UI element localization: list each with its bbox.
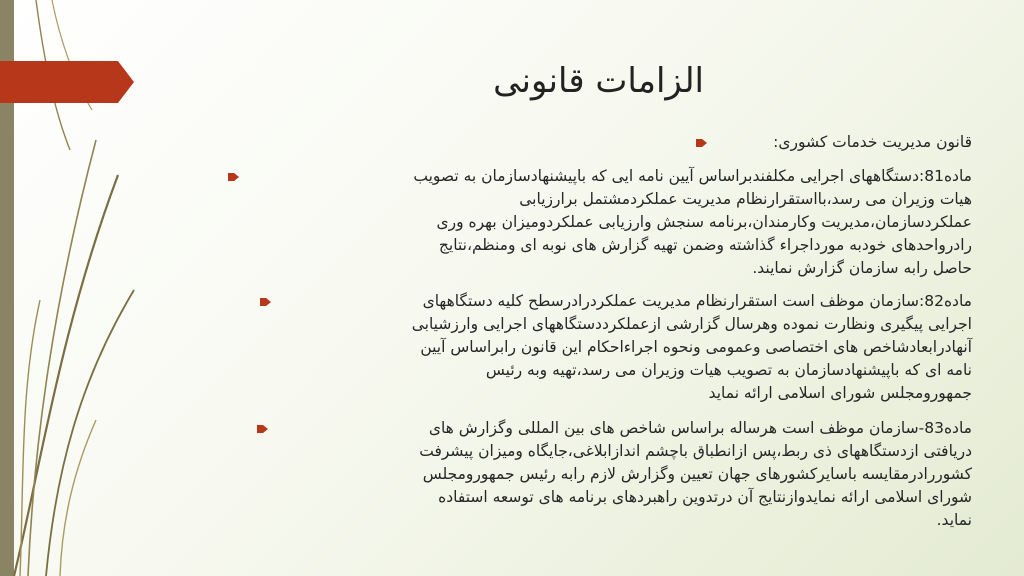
slide-title: الزامات قانونی [493, 61, 704, 101]
bullet-line: حاصل رابه سازمان گزارش نمایند. [752, 259, 972, 277]
bullet-line: ماده81:دستگاههای اجرایی مکلفندبراساس آیین نامه ایی که باپیشنهادسازمان به تصویب [413, 167, 972, 185]
bullet-item [272, 417, 972, 532]
bullet-item [712, 131, 972, 154]
bullet-line: کشوررادرمقایسه باسایرکشورهای جهان تعیین وگزارش لازم رابه رئیس جمهورومجلس [422, 465, 972, 483]
bullet-line: آنهادرابعادشاخص های اختصاصی وعمومی ونحوه اجراءاحکام این قانون رابراساس آیین [420, 338, 972, 356]
bullet-line: دریافتی ازدستگاههای ذی ربط،پس ازانطباق باچشم اندازابلاغی،جایگاه ومیزان پیشرفت [419, 442, 972, 460]
bullet-item [272, 290, 972, 405]
bullet-line: رادرواحدهای خودبه مورداجراء گذاشته وضمن تهیه گزارش های نوبه ای ومنظم،نتایج [438, 236, 972, 254]
bullet-line: عملکردسازمان،مدیریت وکارمندان،برنامه سنجش وارزیابی عملکردومیزان بهره وری [436, 213, 972, 231]
stem-4 [60, 420, 96, 576]
bullet-line: قانون مدیریت خدمات کشوری: [773, 133, 972, 151]
bullet-marker-icon [696, 139, 707, 147]
bullet-line: ماده83-سازمان موظف است هرساله براساس شاخص های بین المللی وگزارش های [428, 419, 972, 437]
bullet-marker-icon [257, 425, 268, 433]
title-accent-flag [0, 61, 134, 103]
bullet-line: هیات وزیران می رسد،بااستقرارنظام مدیریت عملکردمشتمل برارزیابی [519, 190, 972, 208]
bullet-marker-icon [260, 298, 271, 306]
bullet-line: شورای اسلامی ارائه نمایدوازنتایج آن درتدوین راهبردهای برنامه های توسعه استفاده [438, 488, 972, 506]
bullet-line: جمهورومجلس شورای اسلامی ارائه نماید [708, 384, 972, 402]
bullet-item [232, 165, 972, 280]
bullet-line: نامه ای که باپیشنهادسازمان به تصویب هیات وزیران می رسد،تهیه وبه رئیس [485, 361, 972, 379]
bullet-line: ماده82:سازمان موظف است استقرارنظام مدیریت عملکردرادرسطح کلیه دستگاههای [422, 292, 972, 310]
bullet-line: نماید. [936, 511, 972, 529]
bullet-line: اجرایی پیگیری ونظارت نموده وهرسال گزارشی ازعملکرددستگاههای اجرایی وارزشیابی [411, 315, 972, 333]
